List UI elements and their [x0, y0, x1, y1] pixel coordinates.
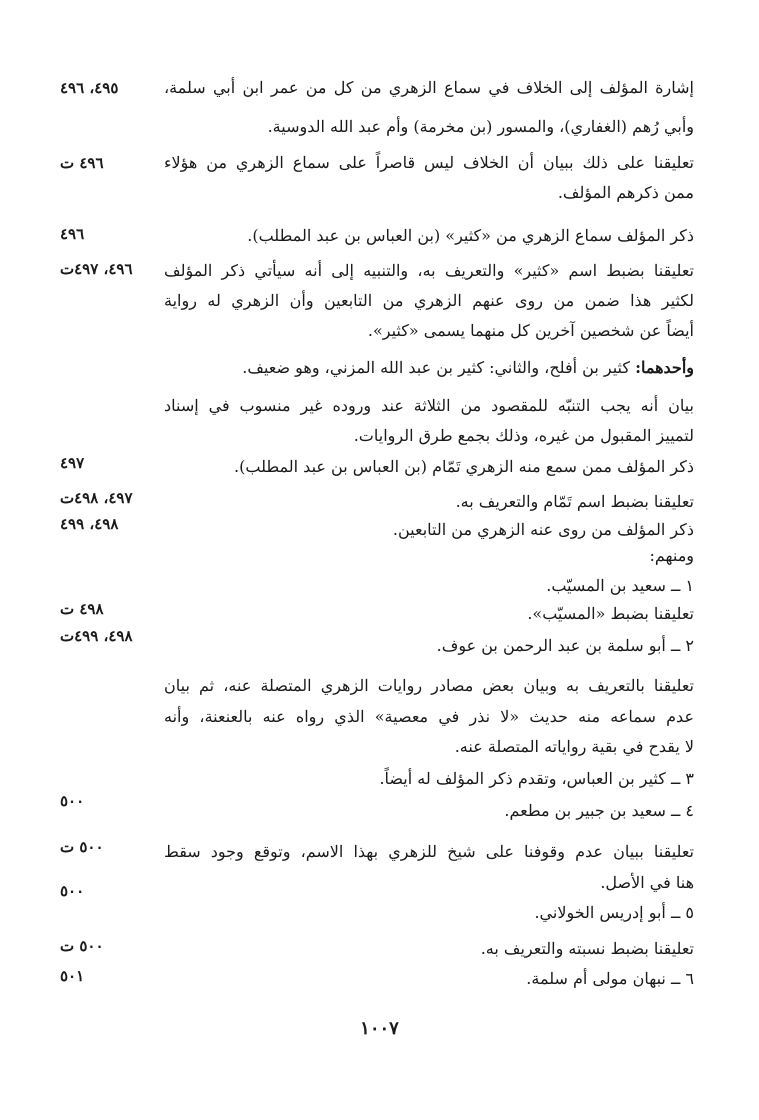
entry-text: ٣ ــ كثير بن العباس، وتقدم ذكر المؤلف له أيضاً. — [379, 769, 694, 788]
page-reference: ٤٩٨، ٤٩٩ت — [60, 627, 133, 645]
entry-text: ذكر المؤلف ممن سمع منه الزهري تَمّام (بن العباس بن عبد المطلب). — [234, 457, 694, 476]
entry-text: لتمييز المقبول من غيره، وذلك بجمع طرق الروايات. — [353, 426, 694, 445]
entry-text: وأبي رُهم (الغفاري)، والمسور (بن مخرمة) وأم عبد الله الدوسية. — [267, 117, 694, 136]
page-reference: ٥٠٠ ت — [60, 838, 104, 856]
entry-text: لا يقدح في بقية رواياته المتصلة عنه. — [454, 737, 694, 756]
page-reference: ٥٠١ — [60, 967, 85, 985]
entry-text: تعليقنا على ذلك ببيان أن الخلاف ليس قاصراً على سماع الزهري من هؤلاء — [164, 153, 694, 172]
entry-text: هنا في الأصل. — [600, 873, 694, 892]
entry-text: تعليقنا ببيان عدم وقوفنا على شيخ للزهري بهذا الاسم، وتوقع وجود سقط — [164, 842, 694, 861]
entry-text: عدم سماعه منه حديث «لا نذر في معصية» الذي رواه عنه بالعنعنة، وأنه — [164, 707, 694, 726]
entry-text — [242, 357, 694, 379]
entry-text: ذكر المؤلف سماع الزهري من «كثير» (بن العباس بن عبد المطلب). — [247, 226, 694, 245]
entry-lead: وأحدهما: — [635, 358, 694, 377]
entry-text: ممن ذكرهم المؤلف. — [557, 183, 694, 202]
page-reference: ٤٩٧ — [60, 454, 85, 472]
page-reference: ٤٩٨، ٤٩٩ — [60, 515, 119, 533]
entry-text: تعليقنا بضبط نسبته والتعريف به. — [480, 939, 694, 958]
page-reference: ٥٠٠ — [60, 882, 85, 900]
entry-text: تعليقنا بضبط اسم «كثير» والتعريف به، والتنبيه إلى أنه سيأتي ذكر المؤلف — [164, 261, 694, 280]
entry-text: ٦ ــ نبهان مولى أم سلمة. — [526, 969, 694, 988]
page-reference: ٥٠٠ ت — [60, 937, 104, 955]
entry-text: ومنهم: — [649, 546, 694, 565]
page-reference: ٤٩٦ ت — [60, 154, 104, 172]
entry-text: تعليقنا بضبط «المسيّب». — [527, 604, 694, 623]
page-reference: ٤٩٧، ٤٩٨ت — [60, 489, 133, 507]
entry-body: كثير بن أفلح، والثاني: كثير بن عبد الله المزني، وهو ضعيف. — [242, 358, 630, 377]
entry-text: ٤ ــ سعيد بن جبير بن مطعم. — [504, 801, 694, 820]
entry-text: ١ ــ سعيد بن المسيّب. — [546, 576, 694, 595]
page-reference: ٤٩٥، ٤٩٦ — [60, 79, 119, 97]
entry-text: أيضاً عن شخصين آخرين كل منهما يسمى «كثير». — [367, 321, 694, 340]
entry-text: تعليقنا بالتعريف به وبيان بعض مصادر روايات الزهري المتصلة عنه، ثم بيان — [164, 676, 694, 695]
entry-text: إشارة المؤلف إلى الخلاف في سماع الزهري من كل من عمر ابن أبي سلمة، — [164, 78, 694, 97]
entry-text: تعليقنا بضبط اسم تَمّام والتعريف به. — [455, 492, 694, 511]
page-reference: ٤٩٦، ٤٩٧ت — [60, 260, 133, 278]
entry-text: ٥ ــ أبو إدريس الخولاني. — [534, 903, 694, 922]
page-reference: ٤٩٦ — [60, 225, 85, 243]
entry-text: بيان أنه يجب التنبّه للمقصود من الثلاثة عند وروده غير منسوب في إسناد — [164, 396, 694, 415]
page-number: ١٠٠٧ — [360, 1018, 399, 1039]
page-reference: ٥٠٠ — [60, 792, 85, 810]
entry-text: ذكر المؤلف من روى عنه الزهري من التابعين. — [392, 520, 694, 539]
entry-text: لكثير هذا ضمن من روى عنهم الزهري من التابعين وأن الزهري له رواية — [164, 291, 694, 310]
page-reference: ٤٩٨ ت — [60, 600, 104, 618]
entry-text: ٢ ــ أبو سلمة بن عبد الرحمن بن عوف. — [436, 636, 694, 655]
